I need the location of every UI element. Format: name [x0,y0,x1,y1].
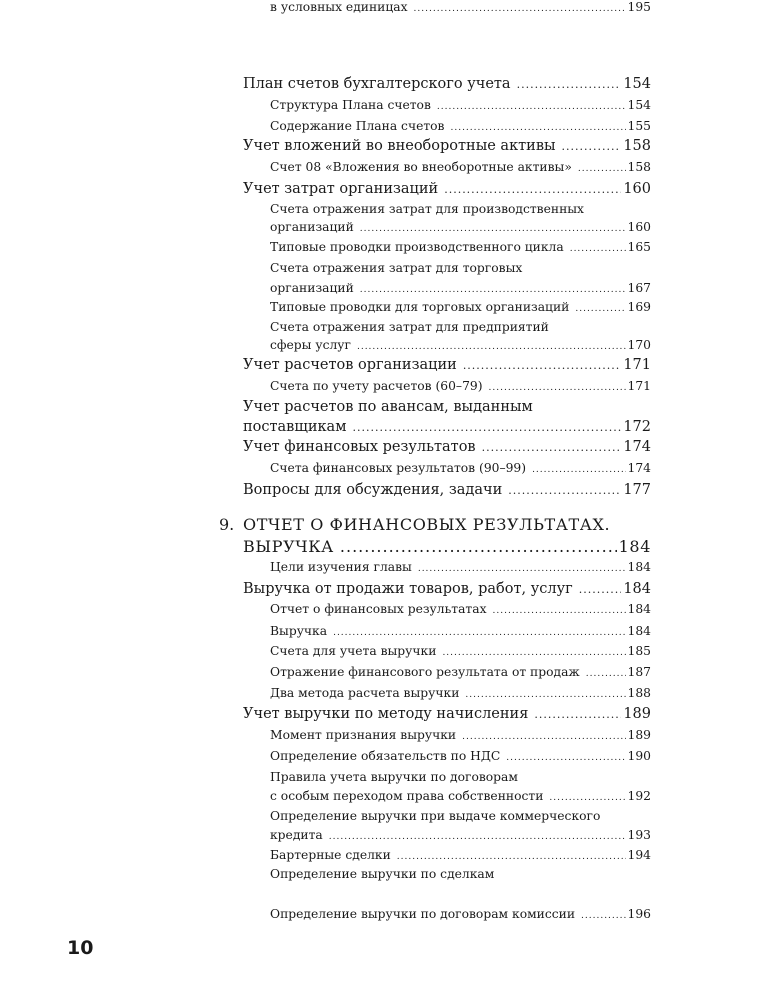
leader-dots [462,732,625,742]
toc-dva-metoda [270,686,651,700]
toc-entry-title: Правила учета выручки по договорам [270,770,518,784]
toc-moment [270,728,651,742]
toc-page-number: 187 [627,665,651,679]
toc-page-number: 154 [623,76,651,92]
toc-kommercheskiy [270,828,651,842]
leader-dots [575,304,625,314]
toc-page-number: 171 [623,357,651,373]
toc-entry-title: Содержание Плана счетов [270,119,445,133]
toc-scheta-proizv [270,220,651,234]
leader-dots [360,224,626,234]
leader-dots [329,832,626,842]
toc-page-number: 158 [627,160,651,174]
toc-entry-title: Учет расчетов по авансам, выданным [243,399,533,415]
leader-dots [414,4,626,14]
toc-scheta-vyruchki [270,644,651,658]
leader-dots [437,102,626,112]
leader-dots [578,164,626,174]
toc-vyruchka-prodazhi [243,581,651,597]
leader-dots [581,911,625,921]
toc-page-number: 189 [623,706,651,722]
toc-entry-title: Выручка [270,624,328,638]
toc-entry-title: Определение обязательств по НДС [270,749,501,763]
toc-entry-title: ОТЧЕТ О ФИНАНСОВЫХ РЕЗУЛЬТАТАХ. [243,515,611,534]
toc-uchet-zatrat [243,181,651,197]
toc-nds [270,749,651,763]
toc-entry-title: Отражение финансового результата от продаж [270,665,580,679]
leader-dots [463,359,622,372]
toc-page-number: 196 [627,907,651,921]
leader-dots [508,484,621,497]
toc-page-number: 169 [627,300,651,314]
toc-entry-title: Счета по учету расчетов (60–79) [270,379,483,393]
toc-entry-title: План счетов бухгалтерского учета [243,76,511,92]
toc-schet-08 [270,160,651,174]
leader-dots [450,123,625,133]
toc-chapter-9 [243,537,651,556]
toc-entry-title-continued: в условных единицах [270,0,408,14]
leader-dots [418,564,626,574]
toc-komissii [270,907,651,921]
toc-page-number: 177 [623,482,651,498]
toc-uslovnye [270,0,651,14]
toc-otchet-fin [270,602,651,616]
toc-vyruchka [270,624,651,638]
leader-dots [442,648,625,658]
toc-page-number: 154 [627,98,651,112]
leader-dots [482,441,622,454]
toc-page-number: 195 [627,0,651,14]
toc-celi [270,560,651,574]
toc-page-number: 174 [627,461,651,475]
toc-scheta-fin [270,461,651,475]
toc-page-number: 184 [618,537,651,556]
chapter-number: 9. [219,515,235,534]
toc-page-number: 193 [627,828,651,842]
toc-page-number: 185 [627,644,651,658]
toc-page-number: 190 [627,749,651,763]
toc-page-number: 171 [627,379,651,393]
toc-tipovye-proizv [270,240,651,254]
leader-dots [517,78,622,91]
toc-page-number: 192 [627,789,651,803]
leader-dots [340,537,617,556]
toc-entry-title: Счета отражения затрат для предприятий [270,320,549,334]
page-number: 10 [67,937,94,959]
toc-plan-schetov [243,76,651,92]
toc-avansy [243,419,651,435]
toc-entry-title: Учет финансовых результатов [243,439,476,455]
leader-dots [360,285,626,295]
toc-page-number: 167 [627,281,651,295]
toc-page-number: 184 [623,581,651,597]
toc-page-number: 160 [623,181,651,197]
toc-entry-title: Счета отражения затрат для производственных [270,202,584,216]
toc-page-number: 160 [627,220,651,234]
leader-dots [586,669,626,679]
toc-entry-title: Определение выручки при выдаче коммерческого [270,809,601,823]
toc-page-number: 184 [627,602,651,616]
toc-otrazhenie [270,665,651,679]
toc-entry-title: Типовые проводки для торговых организаций [270,300,570,314]
toc-page-number: 165 [627,240,651,254]
toc-scheta-torg [270,281,651,295]
toc-barter [270,848,651,862]
toc-entry-title: Два метода расчета выручки [270,686,460,700]
toc-page-number: 158 [623,138,651,154]
leader-dots [570,244,626,254]
leader-dots [489,383,626,393]
toc-entry-title: Отчет о финансовых результатах [270,602,487,616]
leader-dots [532,465,625,475]
toc-pravila [270,789,651,803]
toc-metod-nachisleniya [243,706,651,722]
toc-page-number: 189 [627,728,651,742]
toc-entry-title-continued: организаций [270,281,354,295]
toc-page-number: 170 [627,338,651,352]
toc-entry-title: Учет расчетов организации [243,357,457,373]
leader-dots [534,708,621,721]
leader-dots [333,628,625,638]
toc-entry-title: Момент признания выручки [270,728,457,742]
toc-voprosy [243,482,651,498]
toc-struktura-plana [270,98,651,112]
toc-page-number: 172 [623,419,651,435]
toc-entry-title-continued: с особым переходом права собственности [270,789,544,803]
toc-tipovye-torg [270,300,651,314]
leader-dots [352,421,621,434]
toc-page-number: 194 [627,848,651,862]
toc-entry-title: Счета отражения затрат для торговых [270,261,523,275]
toc-fin-rezultaty [243,439,651,455]
toc-entry-title: Счет 08 «Вложения во внеоборотные активы» [270,160,572,174]
toc-scheta-raschetov [270,379,651,393]
leader-dots [357,342,626,352]
toc-entry-title: Выручка от продажи товаров, работ, услуг [243,581,573,597]
toc-scheta-uslug [270,338,651,352]
toc-soderzhanie-plana [270,119,651,133]
leader-dots [397,852,626,862]
toc-entry-title: Учет вложений во внеоборотные активы [243,138,556,154]
toc-entry-title: Вопросы для обсуждения, задачи [243,482,503,498]
toc-entry-title: Счета для учета выручки [270,644,437,658]
toc-uchet-vlozheniy [243,138,651,154]
toc-page-number: 188 [627,686,651,700]
toc-uchet-raschetov [243,357,651,373]
toc-entry-title: Определение выручки по сделкам [270,867,495,881]
toc-entry-title: Учет затрат организаций [243,181,439,197]
toc-page-number: 184 [627,624,651,638]
toc-page-number: 155 [627,119,651,133]
toc-entry-title-continued: организаций [270,220,354,234]
toc-entry-title-continued: ВЫРУЧКА [243,537,334,556]
leader-dots [465,690,625,700]
toc-entry-title-continued: кредита [270,828,323,842]
leader-dots [549,793,625,803]
toc-entry-title: Бартерные сделки [270,848,391,862]
leader-dots [562,140,622,153]
toc-entry-title-continued: сферы услуг [270,338,351,352]
toc-entry-title: Структура Плана счетов [270,98,431,112]
toc-entry-title: Цели изучения главы [270,560,412,574]
leader-dots [506,753,625,763]
toc-page-number: 174 [623,439,651,455]
toc-entry-title: Счета финансовых результатов (90–99) [270,461,527,475]
toc-entry-title: Определение выручки по договорам комиссии [270,907,576,921]
toc-entry-title-continued: поставщикам [243,419,347,435]
toc-page-number: 184 [627,560,651,574]
toc-entry-title: Учет выручки по методу начисления [243,706,529,722]
leader-dots [444,183,621,196]
toc-entry-title: Типовые проводки производственного цикла [270,240,564,254]
leader-dots [493,606,626,616]
leader-dots [579,583,622,596]
